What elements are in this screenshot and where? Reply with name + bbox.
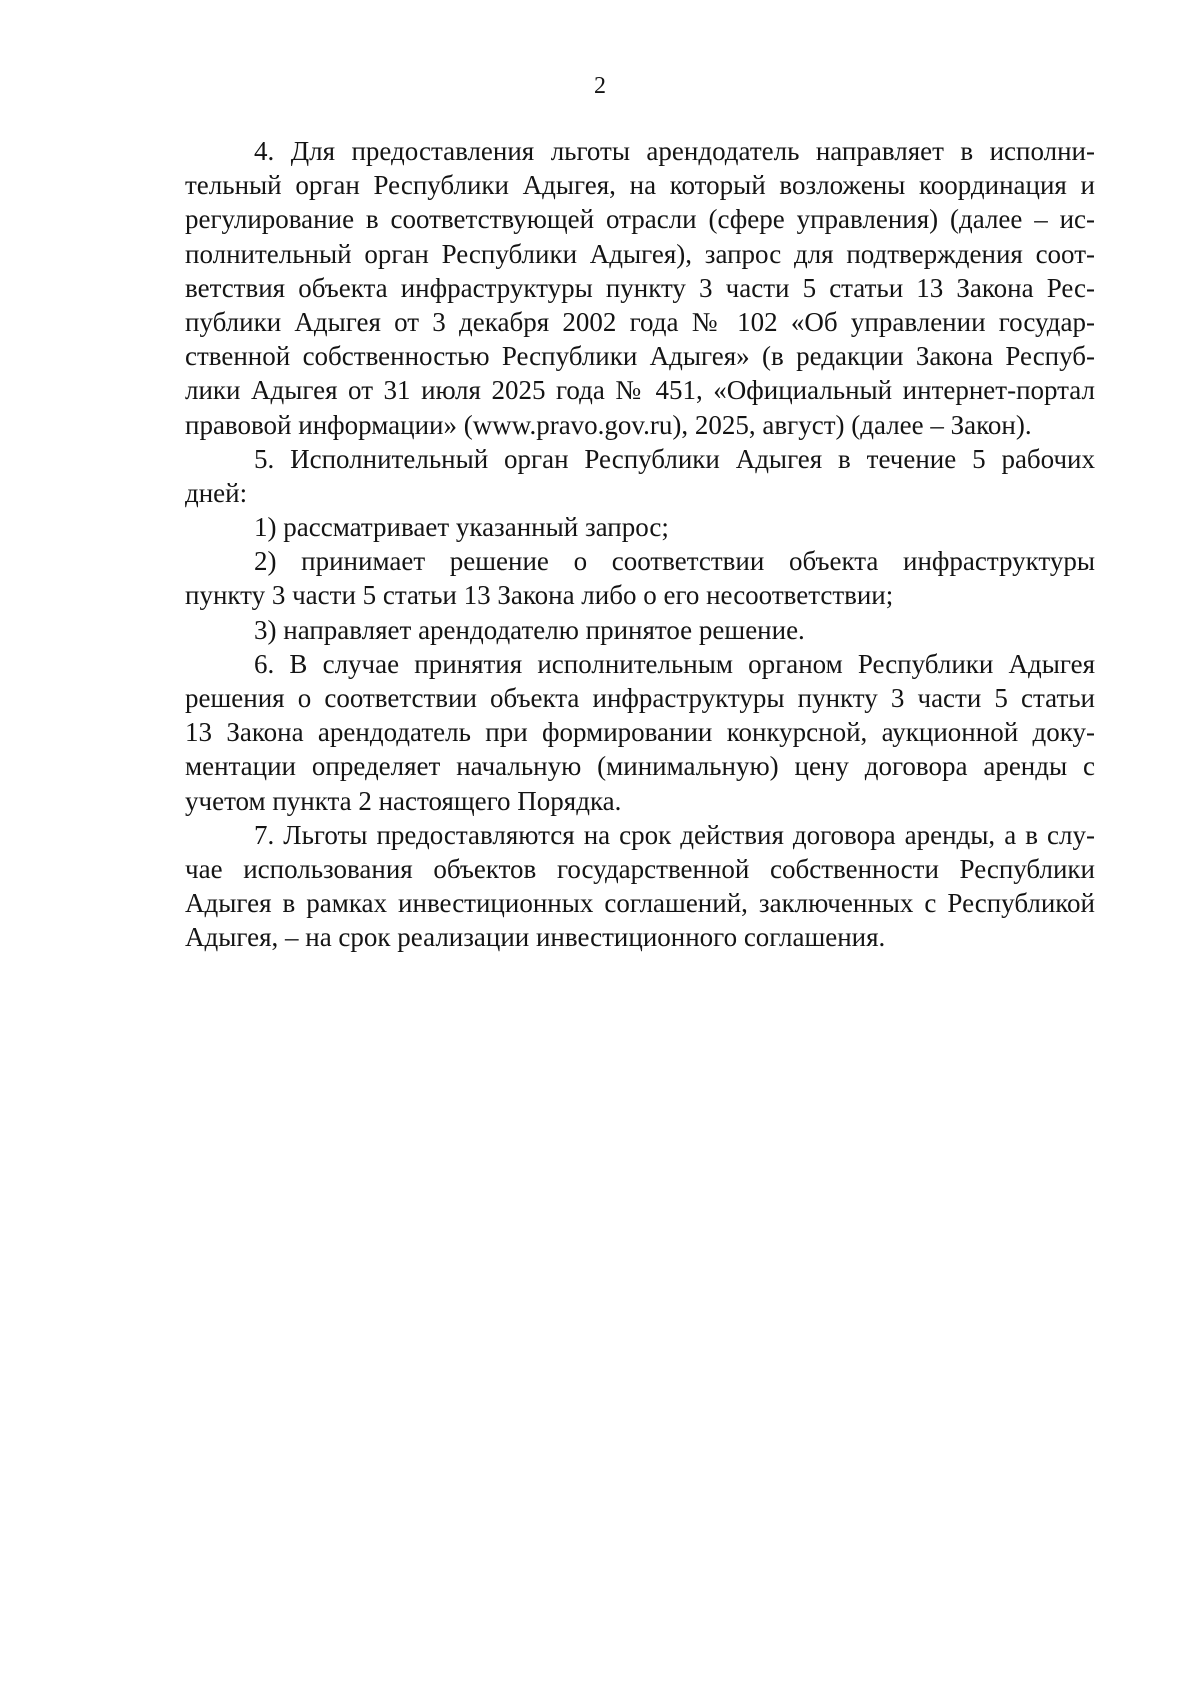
list-item-2	[185, 544, 1095, 612]
text-line: пункту 3 части 5 статьи 13 Закона либо о его несоответствии;	[185, 580, 894, 611]
text-line: публики Адыгея от 3 декабря 2002 года № 102 «Об управлении государ-	[185, 306, 1095, 337]
text-line: 7. Льготы предоставляются на срок действия договора аренды, а в слу-	[254, 819, 1095, 850]
text-line: регулирование в соответствующей отрасли (сфере управления) (далее – ис-	[185, 204, 1095, 235]
text-line: лики Адыгея от 31 июля 2025 года № 451, «Официальный интернет-портал	[185, 375, 1095, 406]
text-line: ветствия объекта инфраструктуры пункту 3 части 5 статьи 13 Закона Рес-	[185, 272, 1095, 303]
text-line: тельный орган Республики Адыгея, на который возложены координация и	[185, 170, 1095, 201]
text-line: ментации определяет начальную (минимальную) цену договора аренды с	[185, 751, 1095, 782]
text-line: 3) направляет арендодателю принятое решение.	[254, 614, 805, 645]
text-line: ственной собственностью Республики Адыгея» (в редакции Закона Респуб-	[185, 341, 1095, 372]
list-item-1	[185, 510, 1095, 544]
document-body	[185, 134, 1095, 955]
text-line: 2) принимает решение о соответствии объекта инфраструктуры	[254, 546, 1095, 577]
text-line: Адыгея в рамках инвестиционных соглашений, заключенных с Республикой	[185, 888, 1095, 919]
text-line: дней:	[185, 477, 248, 508]
page-number: 2	[594, 73, 606, 99]
text-line: 1) рассматривает указанный запрос;	[254, 512, 669, 543]
text-line: чае использования объектов государственной собственности Республики	[185, 853, 1095, 884]
paragraph-7	[185, 818, 1095, 955]
text-line: 13 Закона арендодатель при формировании конкурсной, аукционной доку-	[185, 717, 1095, 748]
text-line: 6. В случае принятия исполнительным органом Республики Адыгея	[254, 648, 1095, 679]
text-line: 4. Для предоставления льготы арендодатель направляет в исполни-	[254, 136, 1095, 166]
list-item-3	[185, 613, 1095, 647]
paragraph-5	[185, 442, 1095, 510]
paragraph-6	[185, 647, 1095, 818]
text-line: полнительный орган Республики Адыгея), запрос для подтверждения соот-	[185, 238, 1095, 269]
text-line: учетом пункта 2 настоящего Порядка.	[185, 785, 622, 816]
paragraph-4	[185, 134, 1095, 442]
text-line: Адыгея, – на срок реализации инвестиционного соглашения.	[185, 922, 886, 953]
text-line: 5. Исполнительный орган Республики Адыгея в течение 5 рабочих	[254, 443, 1095, 474]
text-line: правовой информации» (www.pravo.gov.ru), 2025, август) (далее – Закон).	[185, 409, 1032, 440]
text-line: решения о соответствии объекта инфраструктуры пункту 3 части 5 статьи	[185, 683, 1095, 713]
